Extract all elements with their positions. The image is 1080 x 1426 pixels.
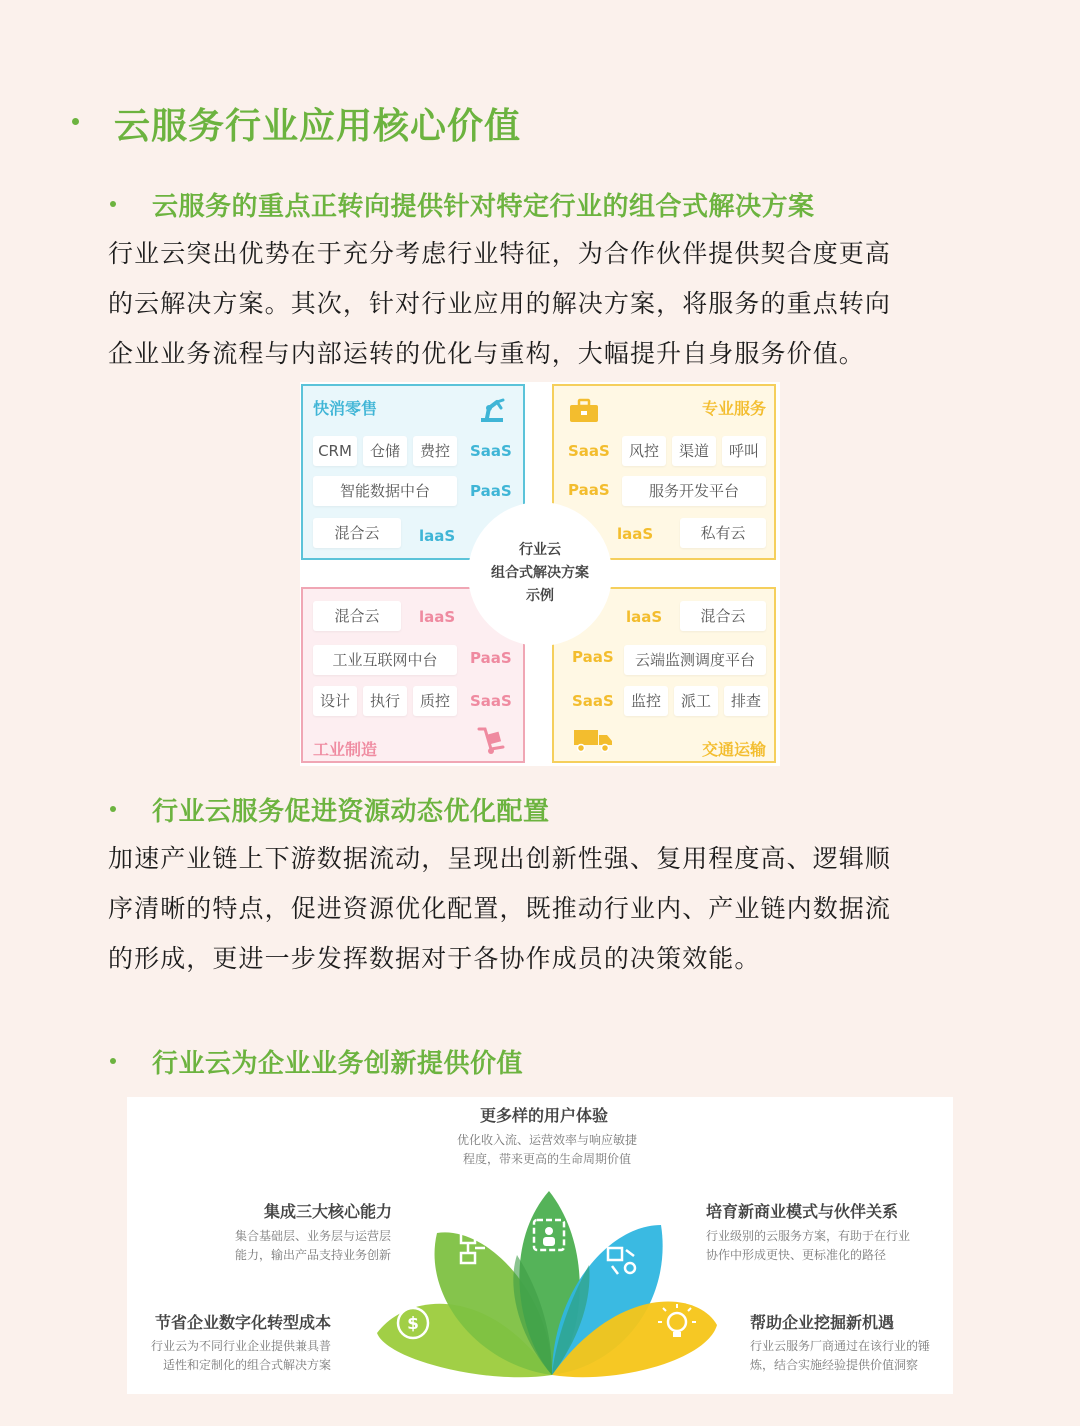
tag-saas: SaaS	[470, 692, 512, 710]
bullet-dot	[110, 1058, 116, 1064]
chip-hybrid-cloud: 混合云	[680, 601, 766, 631]
desc-line: 能力，输出产品支持业务创新	[235, 1248, 392, 1262]
quadrant-title: 专业服务	[701, 399, 766, 418]
chip-call: 呼叫	[722, 436, 766, 466]
chip-risk-control: 风控	[622, 436, 666, 466]
chip-dispatch: 派工	[674, 686, 718, 716]
center-label-line: 行业云	[519, 542, 561, 558]
paragraph-line: 行业云突出优势在于充分考虑行业特征，为合作伙伴提供契合度更高	[108, 239, 892, 268]
chip-channel: 渠道	[672, 436, 716, 466]
right2-title: 帮助企业挖掘新机遇	[750, 1313, 895, 1332]
chip-iiot-platform: 工业互联网中台	[313, 645, 457, 675]
petal-graphic	[367, 1185, 727, 1385]
desc-line: 优化收入流、运营效率与响应敏捷	[456, 1133, 637, 1147]
chip-private-cloud: 私有云	[680, 518, 766, 548]
chip-design: 设计	[313, 686, 357, 716]
point1-title: 云服务的重点正转向提供针对特定行业的组合式解决方案	[152, 192, 815, 222]
bullet-dot	[72, 118, 79, 125]
value-petal-diagram	[127, 1097, 953, 1394]
paragraph-line: 企业业务流程与内部运转的优化与重构，大幅提升自身服务价值。	[108, 339, 865, 368]
desc-line: 集合基础层、业务层与运营层	[235, 1229, 392, 1243]
top-title: 更多样的用户体验	[480, 1106, 609, 1125]
chip-hybrid-cloud: 混合云	[313, 601, 401, 631]
point2-title: 行业云服务促进资源动态优化配置	[152, 797, 550, 827]
chip-inspection: 排查	[724, 686, 768, 716]
desc-line: 炼，结合实施经验提供价值洞察	[750, 1358, 919, 1372]
desc-line: 行业云服务厂商通过在该行业的锤	[750, 1339, 931, 1353]
briefcase-icon	[568, 398, 600, 424]
point3-title: 行业云为企业业务创新提供价值	[152, 1049, 524, 1079]
chip-dev-platform: 服务开发平台	[622, 476, 766, 506]
tag-saas: SaaS	[568, 442, 610, 460]
hand-truck-icon	[473, 725, 507, 755]
chip-monitoring-platform: 云端监测调度平台	[624, 645, 766, 675]
tag-saas: SaaS	[470, 442, 512, 460]
right2-desc	[750, 1337, 930, 1375]
point2-paragraph	[108, 834, 988, 984]
right1-title: 培育新商业模式与伙伴关系	[706, 1202, 899, 1221]
chip-monitor: 监控	[624, 686, 668, 716]
left2-title: 节省企业数字化转型成本	[155, 1313, 332, 1332]
paragraph-line: 加速产业链上下游数据流动，呈现出创新性强、复用程度高、逻辑顺	[108, 844, 892, 873]
chip-execute: 执行	[363, 686, 407, 716]
chip-expense: 费控	[413, 436, 457, 466]
desc-line: 适性和定制化的组合式解决方案	[163, 1358, 332, 1372]
top-desc	[453, 1131, 641, 1169]
center-label-line: 示例	[526, 588, 554, 604]
desc-line: 行业级别的云服务方案，有助于在行业	[706, 1229, 911, 1243]
chip-data-platform: 智能数据中台	[313, 476, 457, 506]
robot-arm-icon	[475, 394, 509, 424]
industry-cloud-diagram	[300, 382, 780, 766]
bullet-dot	[110, 806, 116, 812]
left1-title: 集成三大核心能力	[264, 1202, 393, 1221]
quadrant-title: 快消零售	[313, 399, 378, 418]
bullet-dot	[110, 201, 116, 207]
quadrant-title: 交通运输	[701, 740, 766, 759]
tag-iaas: laaS	[626, 608, 663, 626]
chip-quality: 质控	[413, 686, 457, 716]
tag-paas: PaaS	[470, 649, 512, 667]
point1-paragraph	[108, 229, 988, 379]
desc-line: 协作中形成更快、更标准化的路径	[706, 1248, 887, 1262]
desc-line: 行业云为不同行业企业提供兼具普	[151, 1339, 332, 1353]
center-label	[468, 539, 612, 608]
section-title: 云服务行业应用核心价值	[114, 106, 522, 147]
truck-icon	[572, 727, 614, 753]
chip-hybrid-cloud: 混合云	[313, 518, 401, 548]
svg-text:$: $	[407, 1314, 419, 1334]
paragraph-line: 序清晰的特点，促进资源优化配置，既推动行业内、产业链内数据流	[108, 894, 892, 923]
tag-paas: PaaS	[572, 648, 614, 666]
desc-line: 程度，带来更高的生命周期价值	[462, 1152, 631, 1166]
tag-iaas: laaS	[617, 525, 654, 543]
chip-crm: CRM	[313, 436, 357, 466]
tag-saas: SaaS	[572, 692, 614, 710]
tag-paas: PaaS	[470, 482, 512, 500]
right1-desc	[706, 1227, 910, 1265]
center-label-line: 组合式解决方案	[491, 565, 589, 581]
paragraph-line: 的形成，更进一步发挥数据对于各协作成员的决策效能。	[108, 944, 761, 973]
paragraph-line: 的云解决方案。其次，针对行业应用的解决方案，将服务的重点转向	[108, 289, 892, 318]
tag-iaas: laaS	[419, 527, 456, 545]
chip-warehouse: 仓储	[363, 436, 407, 466]
left2-desc	[151, 1337, 331, 1375]
tag-paas: PaaS	[568, 481, 610, 499]
tag-iaas: laaS	[419, 608, 456, 626]
quadrant-title: 工业制造	[313, 740, 378, 759]
